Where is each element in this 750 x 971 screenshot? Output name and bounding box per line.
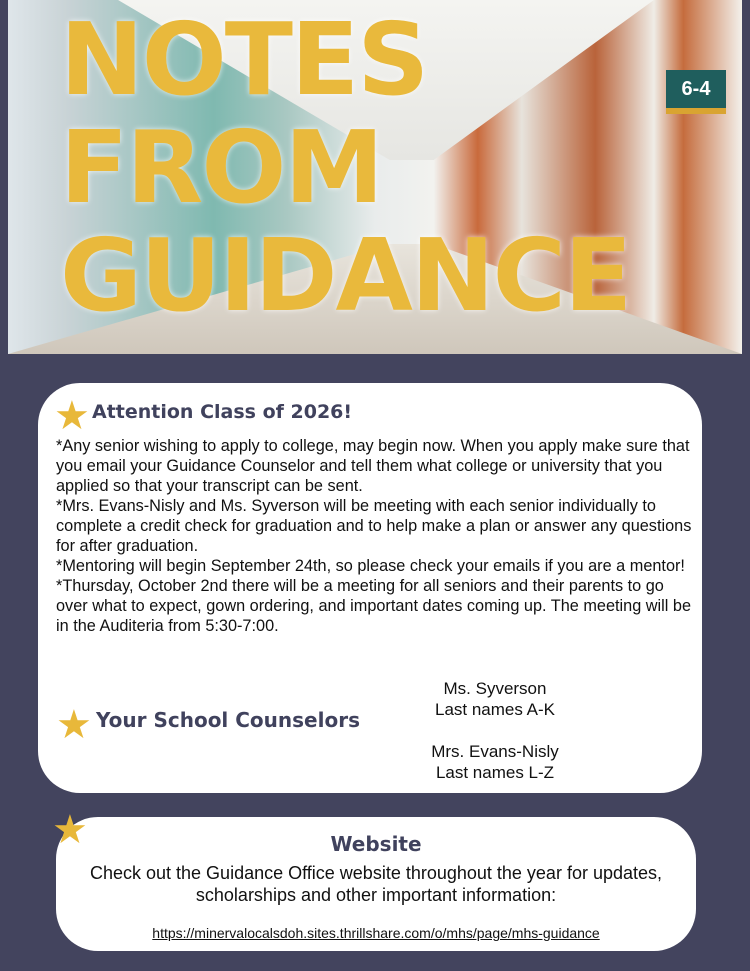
counselor-name: Ms. Syverson [443, 679, 547, 698]
counselor-range: Last names L-Z [435, 763, 555, 782]
star-icon: ★ [52, 808, 88, 852]
title-line: GUIDANCE [60, 217, 631, 334]
website-heading: Website [330, 832, 422, 856]
notice: *Mentoring will begin September 24th, so please check your emails if you are a mentor! [56, 557, 685, 575]
notice: *Any senior wishing to apply to college, may begin now. When you apply make sure that you email your Guidance Counselor and tell them what college or university that you applied so that your transcript can be sent. [56, 437, 690, 495]
title-line: NOTES [60, 1, 428, 118]
website-text: Check out the Guidance Office website throughout the year for updates, scholarships and other important information: [89, 863, 663, 905]
star-icon: ★ [54, 394, 90, 438]
counselor [400, 678, 590, 720]
notice: *Mrs. Evans-Nisly and Ms. Syverson will be meeting with each senior individually to complete a credit check for graduation and to help make a plan or answer any questions for after graduation. [56, 497, 692, 555]
title-line: FROM [60, 109, 382, 226]
website-link[interactable]: https://minervalocalsdoh.sites.thrillshare.com/o/mhs/page/mhs-guidance [152, 925, 600, 941]
star-icon: ★ [56, 703, 92, 747]
attention-body [56, 436, 696, 636]
header-photo [8, 0, 742, 354]
attention-heading: Attention Class of 2026! [92, 401, 353, 423]
notice: *Thursday, October 2nd there will be a meeting for all seniors and their parents to go over what to expect, gown ordering, and important dates coming up. The meeting will be in the Auditeria from 5:30-7:00. [56, 577, 692, 635]
counselor [400, 741, 590, 783]
counselors-heading: Your School Counselors [96, 708, 360, 732]
room-sign: 6-4 [666, 70, 726, 114]
counselor-range: Last names A-K [434, 700, 555, 719]
counselor-name: Mrs. Evans-Nisly [431, 742, 559, 761]
page-title [60, 1, 631, 334]
